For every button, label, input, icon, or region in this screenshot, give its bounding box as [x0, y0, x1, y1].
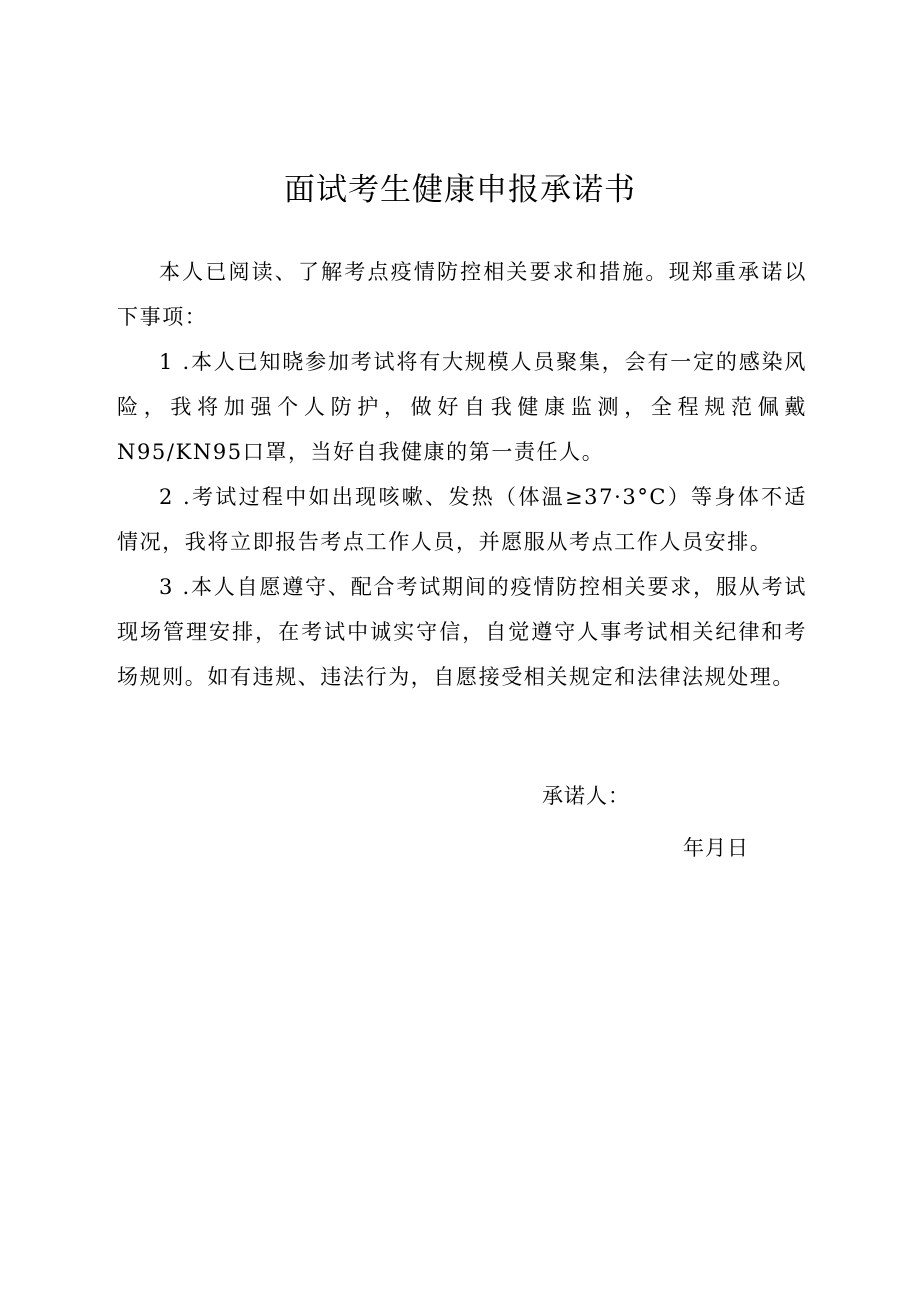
document-body: [117, 250, 807, 700]
commitment-item-3: 3 .本人自愿遵守、配合考试期间的疫情防控相关要求，服从考试现场管理安排，在考试中诚实守信，自觉遵守人事考试相关纪律和考场规则。如有违规、违法行为，自愿接受相关规定和法律法规处理。: [117, 575, 807, 689]
signature-label: 承诺人：: [542, 784, 630, 808]
commitment-item-1: 1 .本人已知晓参加考试将有大规模人员聚集，会有一定的感染风险，我将加强个人防护，做好自我健康监测，全程规范佩戴N95/KN95口罩，当好自我健康的第一责任人。: [117, 350, 807, 464]
document-title: 面试考生健康申报承诺书: [284, 172, 636, 208]
commitment-item-2: 2 .考试过程中如出现咳嗽、发热（体温≥37·3°C）等身体不适情况，我将立即报告考点工作人员，并愿服从考点工作人员安排。: [117, 485, 807, 554]
intro-paragraph: 本人已阅读、了解考点疫情防控相关要求和措施。现郑重承诺以下事项：: [117, 260, 807, 329]
date-label: 年月日: [683, 836, 749, 860]
